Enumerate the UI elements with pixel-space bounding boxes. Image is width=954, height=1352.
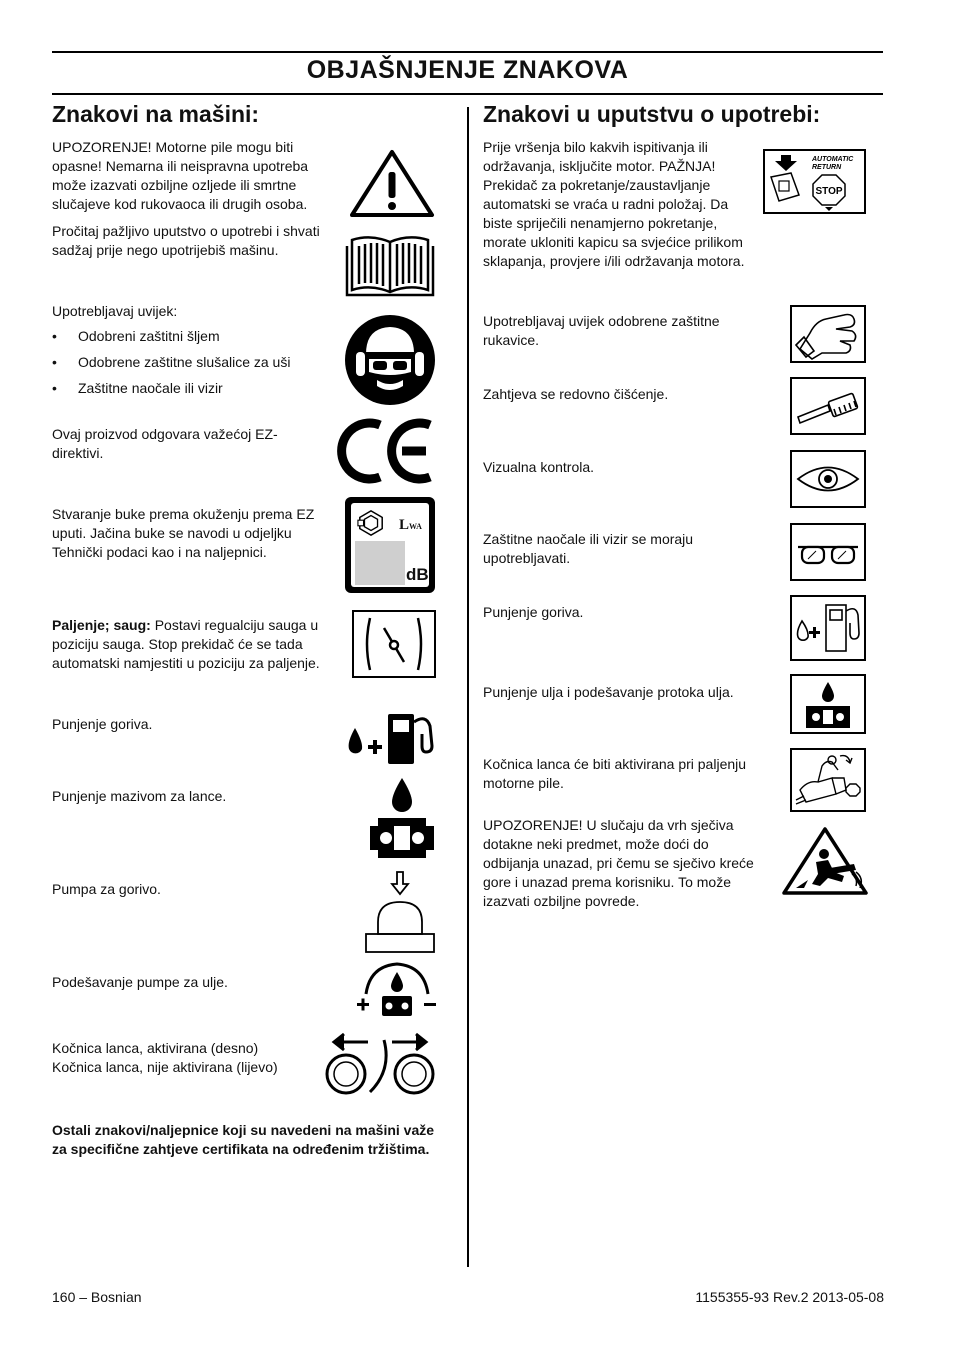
bullet-marker: • [52,354,57,370]
db-label: dB [406,565,429,584]
ppe-head-protection-icon [344,314,436,406]
choke-text [52,616,332,673]
chain-brake-activated-text: Kočnica lanca, aktivirana (desno) [52,1040,259,1056]
oil-text-right: Punjenje ulja i podešavanje protoka ulja. [483,684,734,700]
chain-brake-text [52,1039,322,1077]
fuel-refill-outline-icon [790,595,866,661]
footer-doc-id: 1155355-93 Rev.2 2013-05-08 [695,1289,884,1305]
noise-level-label-icon [345,497,435,593]
always-use-label: Upotrebljavaj uvijek: [52,303,178,319]
fuel-text-left: Punjenje goriva. [52,716,153,732]
kickback-warning-triangle-icon [782,826,868,896]
other-signs-note: Ostali znakovi/naljepnice koji su navedeni na mašini važe za specifične zahtjeve certifikata na određenim tržištima. [52,1122,435,1157]
inspection-text: Prije vršenja bilo kakvih ispitivanja ili održavanja, isključite motor. PAŽNJA! Prekidač za pokretanje/zaustavljanje automatski se vraća u radni položaj. Da biste spriječili nenamjerno pokretanje, morate ukloniti kapicu sa svjećice prilikom sklapanja, provjere i/ili održavanja motora. [483,139,745,269]
lwa-label [399,517,422,534]
top-rule [52,51,883,53]
fuel-refill-icon [346,706,436,768]
read-manual-text: Pročitaj pažljivo uputstvo o upotrebi i shvati sadžaj prije nego upotrijebiš mašinu. [52,223,320,258]
stop-label: STOP [815,186,843,197]
safety-goggles-icon [790,523,866,581]
cleaning-brush-icon [790,377,866,435]
warning-text: UPOZORENJE! Motorne pile mogu biti opasne! Nemarna ili neispravna upotreba može izazvati ozbiljne ozljede ili smrtne slučajeve kod rukovaoca ili drugih osoba. [52,139,309,212]
noise-value-field [355,541,405,585]
oil-pump-adjust-icon [356,960,438,1018]
ppe-helmet-text: Odobreni zaštitni šljem [78,328,220,344]
title-underline-rule [52,93,883,95]
chain-brake-icon [322,1030,438,1096]
fuel-pump-text: Pumpa za gorivo. [52,881,161,897]
protective-gloves-icon [790,305,866,363]
sound-source-icon [357,509,385,537]
chain-oil-text: Punjenje mazivom za lance. [52,788,227,804]
chain-oil-icon [368,774,436,860]
noise-label-inner [351,503,429,587]
ppe-list-item [52,327,322,346]
auto-return-label-line2: RETURN [812,164,842,171]
chain-brake-start-icon [790,748,866,812]
page-title: OBJAŠNJENJE ZNAKOVA [306,56,629,84]
noise-text: Stvaranje buke prema okuženju prema EZ uputi. Jačina buke se navodi u odjeljku Tehnički podaci kao i na naljepnici. [52,506,315,560]
right-column-title: Znakovi u uputstvu o upotrebi: [483,101,821,127]
footer-page-number: 160 – Bosnian [52,1289,142,1305]
oil-refill-icon [790,674,866,734]
bullet-marker: • [52,380,57,396]
fuel-text-right: Punjenje goriva. [483,604,584,620]
auto-return-label-line1: AUTOMATIC [812,156,854,163]
goggles-text: Zaštitne naočale ili vizir se moraju upotrebljavati. [483,531,694,566]
visual-check-text: Vizualna kontrola. [483,459,595,475]
kickback-warning-text: UPOZORENJE! U slučaju da vrh sječiva dotakne neki predmet, može doći do odbijanja unazad, pri čemu se sječivo kreće gore i unazad prema korisniku. To može izazvati ozbiljne povrede. [483,817,754,909]
gloves-text: Upotrebljavaj uvijek odobrene zaštitne rukavice. [483,313,720,348]
column-divider [467,107,469,1267]
fuel-pump-primer-icon [364,870,436,956]
chain-brake-not-activated-text: Kočnica lanca, nije aktivirana (lijevo) [52,1059,278,1075]
visual-inspection-eye-icon [790,450,866,508]
bullet-marker: • [52,328,57,344]
choke-label: Paljenje; saug: [52,617,151,633]
ce-mark-icon [336,417,436,485]
lwa-letter: L [399,517,410,533]
ppe-goggles-text: Zaštitne naočale ili vizir [78,380,223,396]
left-column-title: Znakovi na mašini: [52,101,260,127]
ce-text: Ovaj proizvod odgovara važećoj EZ-direktivi. [52,426,278,461]
oil-pump-adjust-text: Podešavanje pumpe za ulje. [52,974,228,990]
choke-icon [352,610,436,678]
lwa-subscript: WA [409,522,422,531]
brake-start-text: Kočnica lanca će biti aktivirana pri paljenju motorne pile. [483,756,747,791]
ppe-list-item [52,353,322,372]
cleaning-text: Zahtjeva se redovno čišćenje. [483,386,669,402]
ppe-ear-protection-text: Odobrene zaštitne slušalice za uši [78,354,291,370]
ppe-list-item [52,379,322,398]
auto-return-stop-icon [763,149,866,214]
warning-triangle-icon [349,148,435,218]
read-manual-book-icon [344,232,436,298]
choke-description: Postavi regualciju sauga u poziciju sauga. Stop prekidač će se tada automatski namjestiti u poziciju za paljenje. [52,617,320,671]
